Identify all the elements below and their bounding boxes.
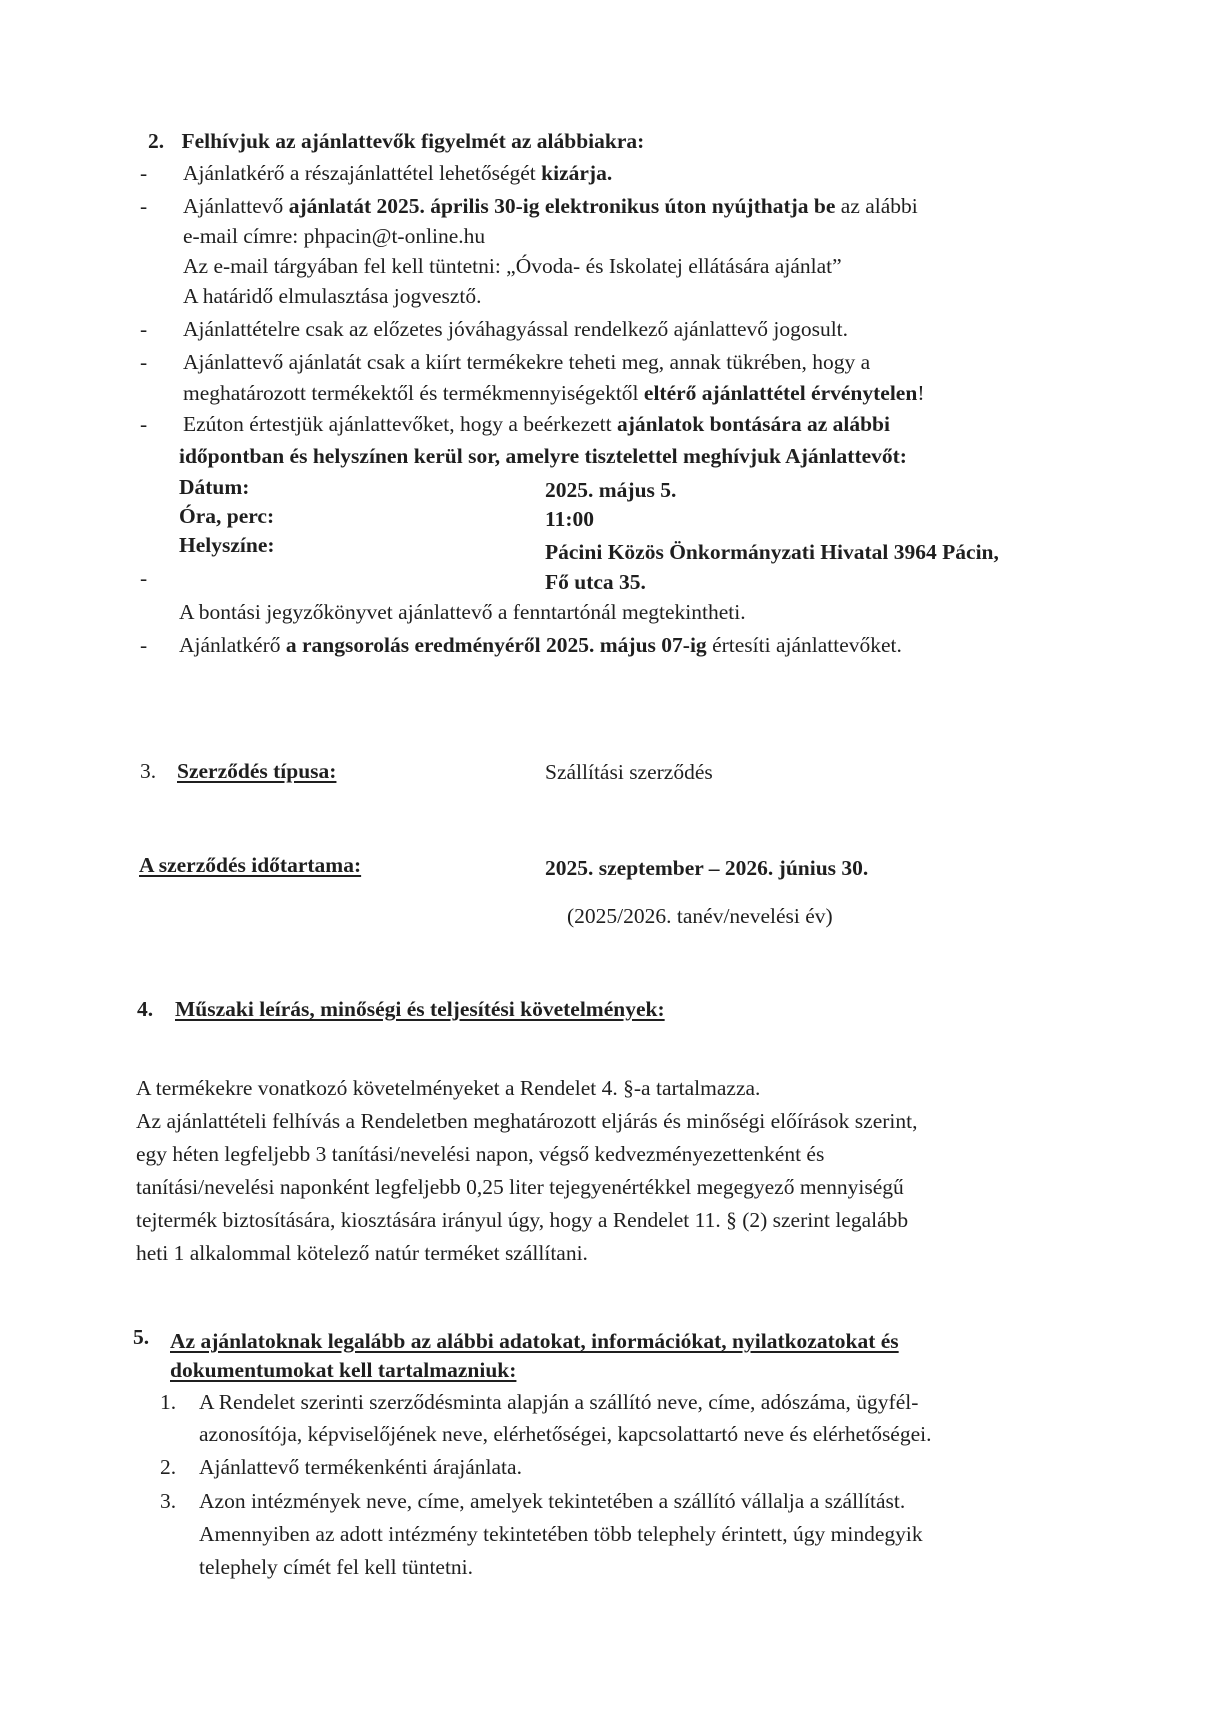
section-5-title: Az ajánlatoknak legalább az alábbi adatokat, információkat, nyilatkozatokat és	[170, 1329, 899, 1353]
text-run-bold: eltérő ajánlattétel érvénytelen	[643, 381, 918, 405]
contract-type-value: Szállítási szerződés	[545, 760, 713, 784]
section-4-title: Műszaki leírás, minőségi és teljesítési követelmények:	[175, 997, 665, 1021]
bullet-dash: -	[140, 317, 148, 341]
text-run: értesíti ajánlattevőket.	[706, 633, 902, 657]
text-line	[179, 632, 902, 658]
list-item-line: A Rendelet szerinti szerződésminta alapján a szállító neve, címe, adószáma, ügyfél-	[199, 1390, 919, 1414]
paragraph-line: Az ajánlattételi felhívás a Rendeletben meghatározott eljárás és minőségi előírások szerint,	[136, 1109, 918, 1133]
list-item-line: Amennyiben az adott intézmény tekintetében több telephely érintett, úgy mindegyik	[199, 1522, 923, 1546]
list-number: 3.	[160, 1489, 177, 1513]
section-number: 4.	[137, 997, 154, 1021]
text-line	[183, 411, 890, 437]
text-run: Ajánlattevő	[183, 194, 289, 218]
date-label: Dátum:	[179, 475, 250, 499]
list-number: 2.	[160, 1455, 177, 1479]
list-number: 1.	[160, 1390, 177, 1414]
section-number: 3.	[140, 759, 157, 783]
time-label: Óra, perc:	[179, 504, 275, 528]
list-item-line: Azon intézmények neve, címe, amelyek tekintetében a szállító vállalja a szállítást.	[199, 1489, 906, 1513]
text-run: meghatározott termékektől és termékmennyiségektől	[183, 381, 644, 405]
duration-note: (2025/2026. tanév/nevelési év)	[567, 904, 833, 928]
duration-label: A szerződés időtartama:	[139, 853, 362, 877]
date-value: 2025. május 5.	[545, 478, 677, 502]
text-run-bold: ajánlatok bontására az alábbi	[617, 412, 890, 436]
paragraph-line: egy héten legfeljebb 3 tanítási/nevelési napon, végső kedvezményezettenként és	[136, 1142, 825, 1166]
bullet-dash: -	[140, 566, 148, 590]
text-line: Ajánlattevő ajánlatát csak a kiírt termékekre teheti meg, annak tükrében, hogy a	[183, 350, 871, 374]
section-number: 5.	[133, 1325, 150, 1349]
text-line: időpontban és helyszínen kerül sor, amelyre tisztelettel meghívjuk Ajánlattevőt:	[179, 444, 907, 468]
bullet-dash: -	[140, 412, 148, 436]
text-run: !	[917, 381, 925, 405]
text-line	[183, 160, 612, 186]
paragraph-line: tanítási/nevelési naponként legfeljebb 0,25 liter tejegyenértékkel megegyező mennyiségű	[136, 1175, 904, 1199]
text-line	[183, 380, 924, 406]
bullet-dash: -	[140, 161, 148, 185]
list-item-line: Ajánlattevő termékenkénti árajánlata.	[199, 1455, 522, 1479]
text-run: az alábbi	[835, 194, 918, 218]
place-label: Helyszíne:	[179, 533, 275, 557]
paragraph-line: tejtermék biztosítására, kiosztására irányul úgy, hogy a Rendelet 11. § (2) szerint legalább	[136, 1208, 909, 1232]
text-run: Ajánlatkérő a részajánlattétel lehetőségét	[183, 161, 542, 185]
text-line	[183, 193, 918, 219]
section-2-heading	[148, 128, 644, 154]
paragraph-line: heti 1 alkalommal kötelező natúr terméket szállítani.	[136, 1241, 588, 1265]
duration-value: 2025. szeptember – 2026. június 30.	[545, 856, 869, 880]
text-line: A határidő elmulasztása jogvesztő.	[183, 284, 482, 308]
paragraph-line: A termékekre vonatkozó követelményeket a Rendelet 4. §-a tartalmazza.	[136, 1076, 761, 1100]
text-run-bold: kizárja.	[541, 161, 613, 185]
time-value: 11:00	[545, 507, 594, 531]
list-item-line: azonosítója, képviselőjének neve, elérhetőségei, kapcsolattartó neve és elérhetőségei.	[199, 1422, 932, 1446]
text-run: Ezúton értestjük ajánlattevőket, hogy a beérkezett	[183, 412, 617, 436]
section-title: Felhívjuk az ajánlattevők figyelmét az alábbiakra:	[181, 129, 645, 153]
place-value: Fő utca 35.	[545, 570, 646, 594]
section-number: 2.	[148, 129, 165, 153]
text-line: A bontási jegyzőkönyvet ajánlattevő a fenntartónál megtekintheti.	[179, 600, 746, 624]
text-run-bold: ajánlatát 2025. április 30-ig elektronikus úton nyújthatja be	[288, 194, 836, 218]
text-line: Ajánlattételre csak az előzetes jóváhagyással rendelkező ajánlattevő jogosult.	[183, 317, 849, 341]
list-item-line: telephely címét fel kell tüntetni.	[199, 1555, 474, 1579]
bullet-dash: -	[140, 194, 148, 218]
email-line: e-mail címre: phpacin@t-online.hu	[183, 224, 486, 248]
bullet-dash: -	[140, 633, 148, 657]
bullet-dash: -	[140, 350, 148, 374]
text-line: Az e-mail tárgyában fel kell tüntetni: „Óvoda- és Iskolatej ellátására ajánlat”	[183, 254, 842, 278]
section-3-title: Szerződés típusa:	[177, 759, 337, 783]
text-run: Ajánlatkérő	[179, 633, 286, 657]
section-5-title: dokumentumokat kell tartalmazniuk:	[170, 1358, 517, 1382]
text-run-bold: a rangsorolás eredményéről 2025. május 07-ig	[285, 633, 707, 657]
place-value: Pácini Közös Önkormányzati Hivatal 3964 Pácin,	[545, 540, 999, 564]
